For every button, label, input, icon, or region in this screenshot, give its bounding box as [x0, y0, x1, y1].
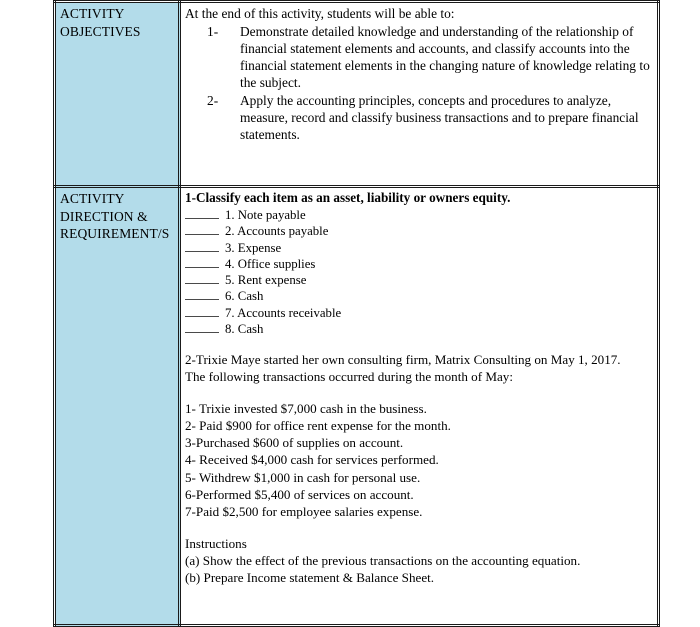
instructions-heading: Instructions	[185, 535, 247, 551]
classify-item-label: 2. Accounts payable	[225, 224, 329, 239]
activity-objectives-label-cell	[55, 2, 180, 187]
classify-list-item	[185, 288, 651, 304]
objectives-list	[185, 23, 651, 143]
activity-objectives-body-cell	[180, 2, 659, 187]
classify-list-item	[185, 272, 651, 288]
transaction-item: 6-Performed $5,400 of services on account.	[185, 486, 414, 502]
transaction-item: 4- Received $4,000 cash for services performed.	[185, 452, 439, 468]
classify-heading: 1-Classify each item as an asset, liability or owners equity.	[185, 190, 511, 205]
classify-list-item	[185, 207, 651, 223]
activity-objectives-label-line-1: ACTIVITY	[60, 6, 125, 21]
objective-text: Apply the accounting principles, concepts and procedures to analyze, measure, record and classify business transactions and to prepare financial statements.	[240, 93, 639, 142]
classify-list-item	[185, 305, 651, 321]
activity-direction-label-line-2: DIRECTION &	[60, 208, 148, 224]
transaction-item: 2- Paid $900 for office rent expense for the month.	[185, 418, 451, 434]
classify-item-label: 4. Office supplies	[225, 256, 316, 271]
classify-list-item	[185, 240, 651, 256]
answer-blank-line[interactable]	[185, 223, 219, 235]
answer-blank-line[interactable]	[185, 321, 219, 333]
answer-blank-line[interactable]	[185, 288, 219, 300]
transaction-item: 3-Purchased $600 of supplies on account.	[185, 435, 404, 451]
section-spacer	[185, 385, 651, 400]
objective-item	[185, 92, 651, 143]
classify-items-list	[185, 207, 651, 337]
instruction-item: (a) Show the effect of the previous transactions on the accounting equation.	[185, 553, 581, 569]
instruction-item: (b) Prepare Income statement & Balance Sheet.	[185, 570, 435, 586]
objective-text: Demonstrate detailed knowledge and understanding of the relationship of financial statement elements and accounts, and classify accounts into the financial statement elements in the changing nature of knowledge relating to the subject.	[240, 24, 650, 90]
activity-direction-label-line-3: REQUIREMENT/S	[60, 226, 170, 241]
classify-list-item	[185, 223, 651, 239]
section-spacer	[185, 337, 651, 352]
answer-blank-line[interactable]	[185, 207, 219, 219]
classify-item-label: 6. Cash	[225, 289, 264, 304]
objective-marker: 2-	[207, 93, 219, 108]
table-row-activity-objectives	[55, 2, 659, 187]
activity-direction-body-cell	[180, 187, 659, 626]
classify-item-label: 7. Accounts receivable	[225, 305, 342, 320]
activity-objectives-label-line-2: OBJECTIVES	[60, 23, 141, 39]
activity-direction-label-cell	[55, 187, 180, 626]
objectives-intro-text: At the end of this activity, students will be able to:	[185, 6, 455, 21]
problem-intro-line-1: 2-Trixie Maye started her own consulting firm, Matrix Consulting on May 1, 2017.	[185, 352, 621, 368]
objective-item	[185, 23, 651, 91]
activity-direction-label-line-1: ACTIVITY	[60, 191, 125, 206]
classify-item-label: 3. Expense	[225, 240, 282, 255]
answer-blank-line[interactable]	[185, 240, 219, 252]
classify-list-item	[185, 321, 651, 337]
classify-item-label: 8. Cash	[225, 322, 264, 337]
classify-item-label: 5. Rent expense	[225, 273, 307, 288]
classify-item-label: 1. Note payable	[225, 208, 306, 222]
section-spacer	[185, 520, 651, 535]
objective-marker: 1-	[207, 24, 219, 39]
table-row-activity-direction	[55, 187, 659, 626]
answer-blank-line[interactable]	[185, 256, 219, 268]
classify-list-item	[185, 256, 651, 272]
transaction-item: 5- Withdrew $1,000 in cash for personal use.	[185, 469, 421, 485]
transaction-item: 7-Paid $2,500 for employee salaries expense.	[185, 503, 423, 519]
activity-table	[53, 0, 660, 627]
answer-blank-line[interactable]	[185, 305, 219, 317]
problem-intro-line-2: The following transactions occurred during the month of May:	[185, 368, 513, 384]
answer-blank-line[interactable]	[185, 272, 219, 284]
transaction-item: 1- Trixie invested $7,000 cash in the business.	[185, 401, 427, 417]
